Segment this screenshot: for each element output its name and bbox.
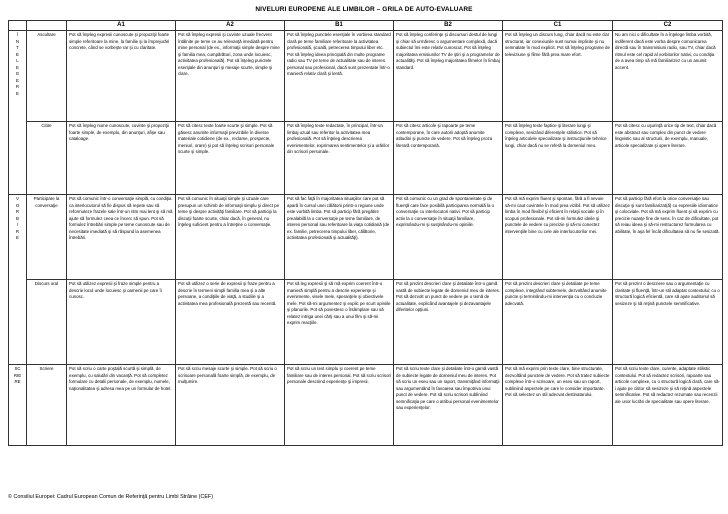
- descriptor-ascultare-b1: Pot să înţeleg punctele esenţiale în vorbirea standard clară pe teme familiare referitoare la activitatea profesională, şcoală, petrecerea timpului liber etc. Pot să înţeleg ideea principală din multe programe radio sau TV pe teme de actualitate sau de interes personal sau profesional, dacă sunt prezentate într-o manieră relativ clară şi lentă.: [285, 31, 394, 122]
- page-title: NIVELURI EUROPENE ALE LIMBILOR – GRILA DE AUTO-EVALUARE: [255, 6, 473, 13]
- descriptor-ascultare-a1: Pot să înţeleg expresii cunoscute şi propoziţii foarte simple referitoare la mine, la familie şi la împrejurări concrete, când se vorbeşte rar şi cu claritate.: [67, 31, 176, 122]
- descriptor-discurs-c2: Pot să prezint o descriere sau o argumentaţie cu claritate şi fluenţă, într-un stil adaptat contextului; cu o structură logică eficientă, care să ajute auditoriul să sesizeze şi să reţină punctele semnificative.: [613, 280, 723, 365]
- row-discurs-oral: [9, 280, 723, 365]
- descriptor-citire-a1: Pot să înţeleg nume cunoscute, cuvinte şi propoziţii foarte simple, de exemplu, din anunţuri, afişe sau cataloage.: [67, 122, 176, 195]
- level-header-a2: A2: [176, 21, 285, 31]
- descriptor-scriere-c1: Pot să mă exprim prin texte clare, bine structurate, dezvoltând punctele de vedere. Pot să tratez subiecte complexe într-o scrisoare, un eseu sau un raport, subliniind aspectele pe care le consider importante. Pot să selectez un stil adecvat destinatarului.: [503, 365, 613, 446]
- header-corner-axis: [9, 21, 27, 31]
- row-scriere: [9, 365, 723, 446]
- header-corner-skill: [27, 21, 67, 31]
- descriptor-conversatie-b2: Pot să comunic cu un grad de spontaneitate şi de fluenţă care face posibilă participarea normală la o conversaţie cu interlocutori nativi. Pot să particip activ la o conversaţie în situaţii familiare, exprimându-mi şi susţinându-mi opiniile.: [394, 195, 503, 280]
- descriptor-scriere-b2: Pot să scriu texte clare şi detaliate într-o gamă vastă de subiecte legate de domeniul meu de interes. Pot să scriu un eseu sau un raport, transmiţând informaţii sau argumentând în favoarea sau împotriva unui punct de vedere. Pot să scriu scrisori subliniind semnificaţia pe care o atribui personal evenimentelor sau experienţelor.: [394, 365, 503, 446]
- descriptor-discurs-c1: Pot să prezint descrieri clare şi detaliate pe teme complexe, integrând subtemele, dezvoltând anumite puncte şi terminându-mi intervenţia cu o concluzie adecvată.: [503, 280, 613, 365]
- descriptor-ascultare-a2: Pot să înţeleg expresii şi cuvinte uzuale frecvent întâlnite pe teme ce au relevanţă imediată pentru mine personal (de ex., informaţii simple despre mine şi familia mea, cumpărături, zona unde locuiesc, activitatea profesională). Pot să înţeleg punctele esenţiale din anunţuri şi mesaje scurte, simple şi clare.: [176, 31, 285, 122]
- descriptor-scriere-c2: Pot să scriu texte clare, curente, adaptate stilistic contextului. Pot să redactez scrisori, rapoarte sau articole complexe, cu o structură logică clară, care să-i ajute pe cititor să sesizeze şi să reţină aspectele semnificative. Pot să redactez rezumate sau recenzii ale unor lucrări de specialitate sau opere literare.: [613, 365, 723, 446]
- descriptor-scriere-a1: Pot să scriu o carte poştală scurtă şi simplă, de exemplu, cu salutări din vacanţă. Pot să completez formulare cu detalii personale, de exemplu, numele, naţionalitatea şi adresa mea pe un formular de hotel.: [67, 365, 176, 446]
- descriptor-conversatie-a1: Pot să comunic într-o conversaţie simplă, cu condiţia ca interlocutorul să fie dispus să repete sau să reformuleze frazele sale într-un ritm mai lent şi să mă ajute să formulez ceea ce încerc să spun. Pot să formulez întrebări simple pe teme cunoscute sau de necesitate imediată şi să răspund la asemenea întrebări.: [67, 195, 176, 280]
- skill-label-citire: Citire: [27, 122, 67, 195]
- skill-label-discurs-oral: Discurs oral: [27, 280, 67, 365]
- group-label-vorbire: V O R B I R E: [9, 195, 27, 365]
- row-ascultare: [9, 31, 723, 122]
- skill-label-participare-conversatie: Participare la conversaţie: [27, 195, 67, 280]
- assessment-grid: [8, 20, 723, 446]
- descriptor-discurs-a1: Pot să utilizez expresii şi fraze simple pentru a descrie locul unde locuiesc şi oamenii pe care îi cunosc.: [67, 280, 176, 365]
- level-header-b1: B1: [285, 21, 394, 31]
- descriptor-scriere-a2: Pot să scriu mesaje scurte şi simple. Pot să scriu o scrisoare personală foarte simplă, de exemplu, de mulţumire.: [176, 365, 285, 446]
- level-header-a1: A1: [67, 21, 176, 31]
- level-header-c1: C1: [503, 21, 613, 31]
- descriptor-discurs-b2: Pot să prezint descrieri clare şi detaliate într-o gamă vastă de subiecte legate de domeniul meu de interes. Pot să dezvolt un punct de vedere pe o temă de actualitate, explicând avantajele şi dezavantajele diferitelor opţiuni.: [394, 280, 503, 365]
- level-header-c2: C2: [613, 21, 723, 31]
- descriptor-scriere-b1: Pot să scriu un text simplu şi coerent pe teme familiare sau de interes personal. Pot să scriu scrisori personale descriind experienţe şi impresii.: [285, 365, 394, 446]
- descriptor-conversatie-c1: Pot să mă exprim fluent şi spontan, fără a fi nevoie să-mi caut cuvintele în mod prea vizibil. Pot să utilizez limba în mod flexibil şi eficient în relaţii sociale şi în scopuri profesionale. Pot să-mi formulez ideile şi punctele de vedere cu precizie şi să-mi conectez intervenţiile bine cu cele ale interlocutorilor mei.: [503, 195, 613, 280]
- descriptor-discurs-a2: Pot să utilizez o serie de expresii şi fraze pentru a descrie în termeni simpli familia mea şi a alte persoane, a condiţiile de viaţă, a studiile şi a activitatea mea profesională prezentă sau recentă.: [176, 280, 285, 365]
- descriptor-citire-b1: Pot să înţeleg texte redactate, în principal, într-un limbaj uzual sau referitor la activitatea mea profesională. Pot să înţeleg descrierea evenimentelor, exprimarea sentimentelor şi a urărilor din scrisori personale.: [285, 122, 394, 195]
- descriptor-conversatie-b1: Pot să fac faţă în majoritatea situaţiilor care pot să apară în cursul unei călătorii printr-o regiune unde este vorbită limba. Pot să particip fără pregătire prealabilă la o conversaţie pe teme familiare, de interes personal sau referitoare la viaţa cotidiană (de ex. familie, petrecerea timpului liber, călătorie, activitatea profesională şi actualităţi).: [285, 195, 394, 280]
- descriptor-ascultare-b2: Pot să înţeleg conferinţe şi discursuri destul de lungi şi chiar să urmăresc o argumentare complexă, dacă subiectul îmi este relativ cunoscut. Pot să înţeleg majoritatea emisiunilor TV de ştiri şi a programelor de actualităţi. Pot să înţeleg majoritatea filmelor în limbaj standard.: [394, 31, 503, 122]
- descriptor-ascultare-c1: Pot să înţeleg un discurs lung, chiar dacă nu este clar structurat, iar conexiunile sunt numai implicite şi nu semnalate în mod explicit. Pot să înţeleg programe de televiziune şi filme fără prea mare efort.: [503, 31, 613, 122]
- group-label-scriere: SC RIE RE: [9, 365, 27, 446]
- level-header-b2: B2: [394, 21, 503, 31]
- descriptor-ascultare-c2: Nu am nici o dificultate în a înţelege limba vorbită, indiferent dacă este vorba despre comunicarea directă sau în transmisiuni radio, sau TV, chiar dacă ritmul este cel rapid al vorbitorilor nativi, cu condiţia de a avea timp să mă familiarizez cu un anumit accent.: [613, 31, 723, 122]
- descriptor-citire-b2: Pot să citesc articole şi rapoarte pe teme contemporane, în care autorii adoptă anumite atitudini şi puncte de vedere. Pot să înţeleg proza literară contemporană.: [394, 122, 503, 195]
- descriptor-discurs-b1: Pot să leg expresii şi să mă exprim coerent într-o manieră simplă pentru a descrie experienţe şi evenimente, visele mele, speranţele şi obiectivele mele. Pot să-mi argumentez şi explic pe scurt opiniile şi planurile. Pot să povestesc o întâmplare sau să relatez intriga unei cărţi sau a unui film şi să-mi exprim reacţiile.: [285, 280, 394, 365]
- descriptor-conversatie-c2: Pot să particip fără efort la orice conversaţie sau discuţie şi sunt familiarizat(ă) cu expresiile idiomatice şi colocviale. Pot să mă exprim fluent şi să exprim cu precizie nuanţe fine de sens. În caz de dificultate, pot să reiau ideea şi să-mi restructurez formularea cu abilitate, în aşa fel încât dificultatea să nu fie sesizată.: [613, 195, 723, 280]
- row-participare-conversatie: [9, 195, 723, 280]
- group-label-intelegere: Î N T E L E G E R E: [9, 31, 27, 195]
- copyright-footer: © Consiliul Europei: Cadrul European Comun de Referinţă pentru Limbi Străine (CEF): [8, 494, 214, 500]
- descriptor-citire-c2: Pot să citesc cu uşurinţă orice tip de text, chiar dacă este abstract sau complex din punct de vedere lingvistic sau al structurii, de exemplu, manuale, articole specializate şi opere literare.: [613, 122, 723, 195]
- row-citire: [9, 122, 723, 195]
- descriptor-conversatie-a2: Pot să comunic în situaţii simple şi uzuale care presupun un schimb de informaţii simplu şi direct pe teme şi despre activităţi familiare. Pot să particip la discuţii foarte scurte, chiar dacă, în general, nu înţeleg suficient pentru a întreţine o conversaţie.: [176, 195, 285, 280]
- skill-label-ascultare: Ascultare: [27, 31, 67, 122]
- skill-label-scriere: Scriere: [27, 365, 67, 446]
- descriptor-citire-a2: Pot să citesc texte foarte scurte şi simple. Pot să găsesc anumite informaţii previzibile în diverse materiale cotidiene (de ex., reclame, prospecte, meniuri, orare) şi pot să înţeleg scrisori personale scurte şi simple.: [176, 122, 285, 195]
- level-header-row: [9, 21, 723, 31]
- descriptor-citire-c1: Pot să înţeleg texte faptice şi literare lungi şi complexe, sesizând diferenţele stilistice. Pot să înţeleg articolele specializate şi instrucţiunile tehnice lungi, chiar dacă nu se referă la domeniul meu.: [503, 122, 613, 195]
